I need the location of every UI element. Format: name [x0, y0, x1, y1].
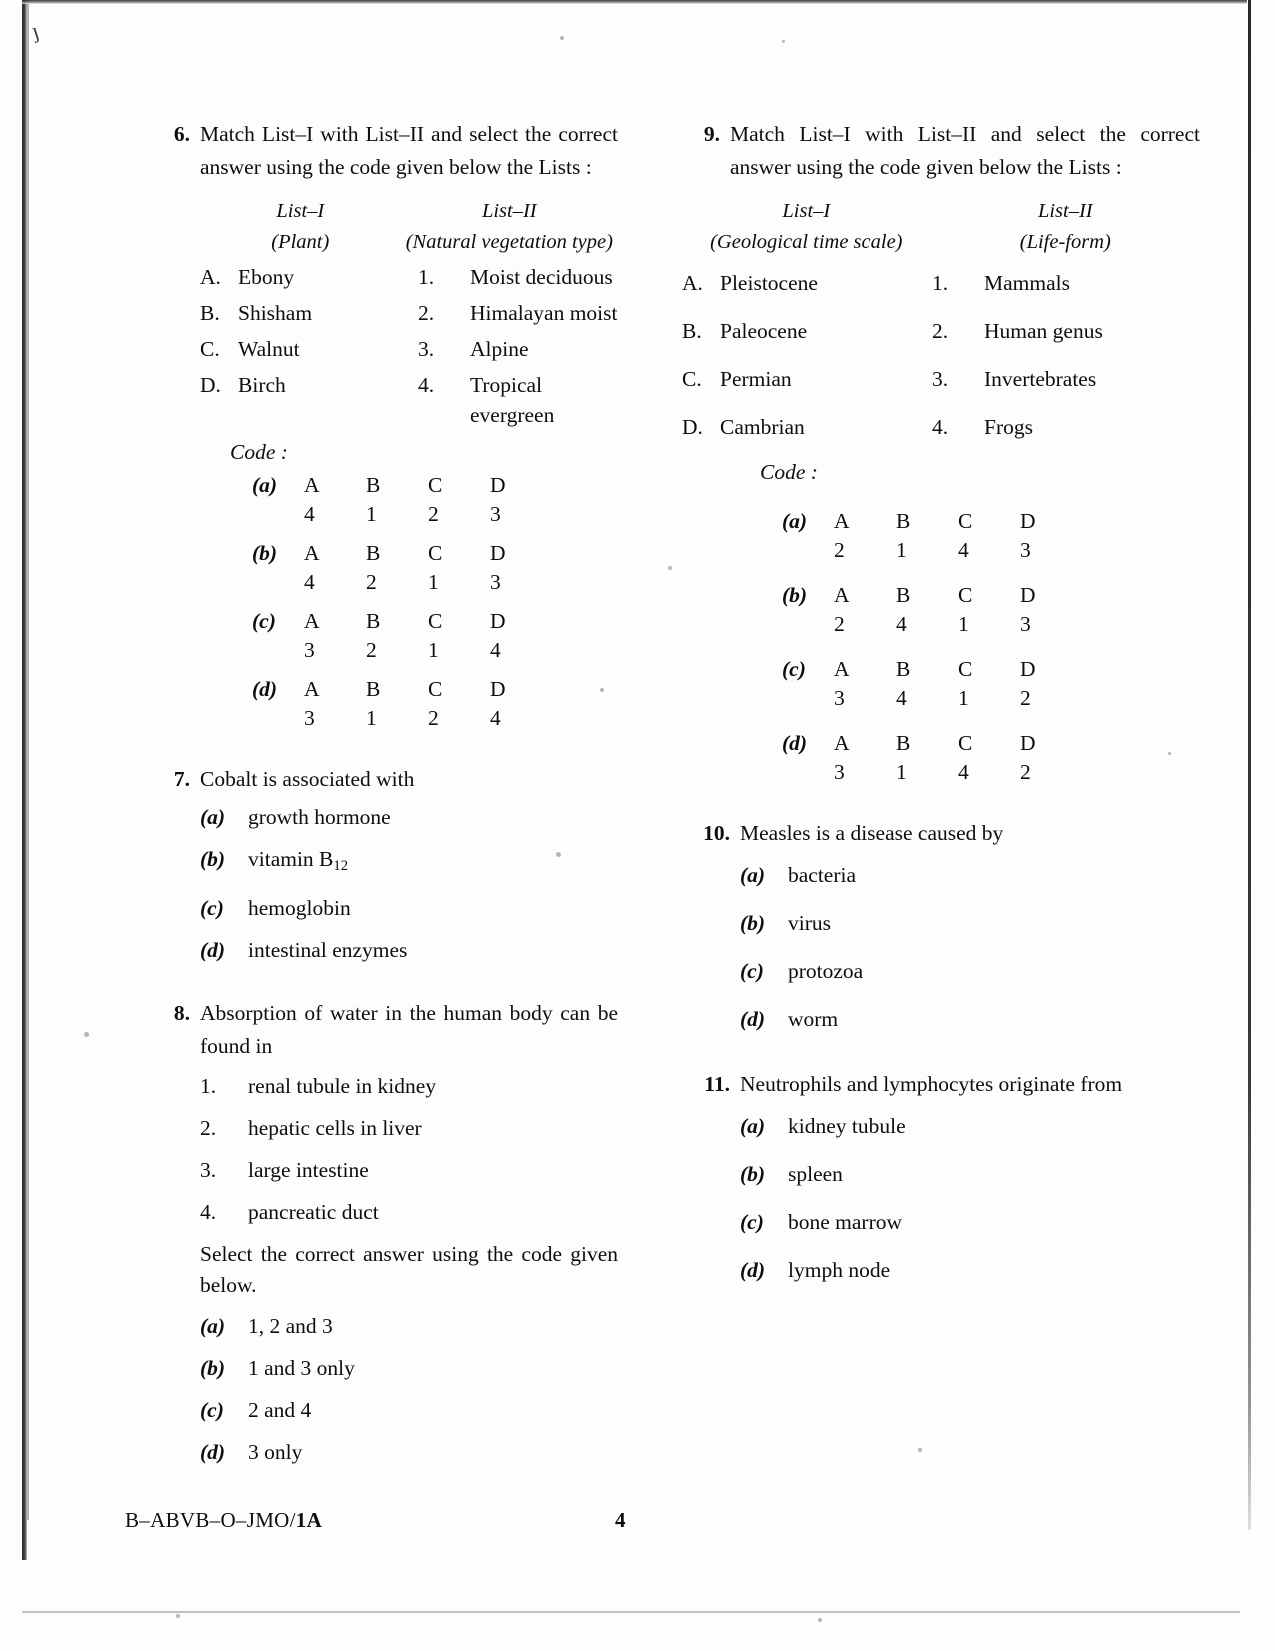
left-column: [148, 118, 618, 1499]
list2-item: Tropical evergreen: [470, 373, 555, 427]
list1-key: D.: [682, 415, 703, 439]
list2-header: [401, 196, 618, 258]
list2-title: List–II: [481, 200, 537, 222]
code-header: C: [428, 473, 443, 497]
match-row: [682, 364, 1200, 394]
code-value: 3: [834, 760, 845, 784]
code-value-row: [782, 536, 1200, 565]
code-header: A: [834, 657, 850, 681]
code-value: 2: [834, 612, 845, 636]
code-header-row: [782, 507, 1200, 536]
code-option-a[interactable]: [782, 507, 1200, 565]
code-value-row: [252, 500, 618, 529]
list2-title: List–II: [1037, 200, 1093, 222]
list1-item: Paleocene: [720, 319, 808, 343]
list1-key: C.: [682, 367, 702, 391]
option-tag-spacer: [252, 500, 304, 529]
option-text-main: vitamin B: [248, 847, 334, 871]
list1-item: Walnut: [238, 337, 300, 361]
question-number: 8.: [173, 1001, 190, 1026]
list2-key: 3.: [418, 337, 435, 361]
option-list: [740, 1111, 1148, 1285]
match-row: [682, 412, 1200, 442]
option-tag: (d): [200, 1440, 226, 1465]
statement-number: 3.: [200, 1158, 217, 1183]
option-text: intestinal enzymes: [248, 938, 408, 963]
option-tag-spacer: [782, 758, 834, 787]
code-header: C: [958, 583, 973, 607]
code-value: 3: [834, 686, 845, 710]
code-value-row: [252, 704, 618, 733]
code-header: D: [1020, 657, 1036, 681]
list1-subtitle: (Geological time scale): [710, 231, 903, 253]
question-body: [740, 1068, 1148, 1297]
option-list: [200, 802, 618, 965]
code-header: A: [304, 473, 320, 497]
option-tag: (c): [740, 1210, 764, 1234]
list1-header: [200, 196, 401, 258]
question-stem: Absorption of water in the human body can be found in: [200, 1001, 618, 1059]
code-value: 2: [428, 706, 439, 730]
page-footer: [125, 1508, 1125, 1533]
option-tag: (b): [252, 541, 278, 565]
code-table: [252, 471, 618, 733]
code-header: B: [896, 731, 911, 755]
list1-item: Pleistocene: [720, 271, 818, 295]
code-value: 3: [490, 570, 501, 594]
question-number: 11.: [704, 1072, 730, 1096]
question-body: [200, 118, 618, 743]
code-value: 2: [1020, 760, 1031, 784]
list1-key: B.: [682, 319, 702, 343]
code-option-a[interactable]: [252, 471, 618, 529]
list1-item: Birch: [238, 373, 286, 397]
code-value: 2: [366, 638, 377, 662]
code-header: B: [896, 657, 911, 681]
question-7: [148, 763, 618, 977]
two-column-layout: [148, 118, 1200, 1499]
list2-item: Mammals: [984, 271, 1070, 295]
option-tag: (b): [200, 1356, 226, 1381]
code-value: 2: [366, 570, 377, 594]
code-value: 1: [366, 706, 377, 730]
option-text: kidney tubule: [788, 1114, 906, 1138]
option-text: 2 and 4: [248, 1398, 312, 1423]
option-tag-spacer: [252, 568, 304, 597]
option-text: 1, 2 and 3: [248, 1314, 333, 1339]
option-tag-spacer: [782, 610, 834, 639]
option-text: hemoglobin: [248, 896, 351, 921]
code-header: A: [304, 677, 320, 701]
question-body: [200, 997, 618, 1479]
list1-key: B.: [200, 301, 220, 325]
code-header: D: [490, 541, 506, 565]
list1-header: [682, 196, 931, 258]
statement-1: [200, 1071, 618, 1101]
option-list: [200, 1311, 618, 1467]
question-stem: Match List–I with List–II and select the correct answer using the code given below the Lists :: [200, 122, 618, 179]
match-rows: [682, 268, 1200, 442]
list1-key: A.: [682, 271, 703, 295]
match-row: [200, 262, 618, 292]
option-tag: (d): [782, 731, 808, 755]
list2-item: Frogs: [984, 415, 1033, 439]
code-value: 3: [304, 638, 315, 662]
list2-key: 2.: [418, 301, 435, 325]
option-b[interactable]: [200, 844, 618, 881]
option-a[interactable]: [200, 802, 618, 832]
list2-key: 4.: [932, 415, 949, 439]
list2-subtitle: (Natural vegetation type): [405, 231, 613, 253]
list2-key: 3.: [932, 367, 949, 391]
code-header: B: [366, 473, 381, 497]
code-header: D: [490, 677, 506, 701]
question-body: [682, 118, 1200, 797]
option-text: growth hormone: [248, 805, 391, 829]
code-header-row: [782, 581, 1200, 610]
option-tag-spacer: [782, 536, 834, 565]
option-c[interactable]: [740, 956, 1148, 986]
code-header-row: [782, 655, 1200, 684]
option-text: 3 only: [248, 1440, 303, 1465]
paper-code-prefix: B–ABVB–O–JMO/: [125, 1508, 296, 1532]
code-header: D: [490, 609, 506, 633]
option-tag: (a): [740, 1114, 766, 1138]
match-row: [682, 316, 1200, 346]
code-header: C: [958, 731, 973, 755]
paper-code-suffix: 1A: [295, 1508, 323, 1532]
option-b[interactable]: [740, 908, 1148, 938]
code-value: 1: [958, 612, 969, 636]
option-tag: (c): [200, 896, 224, 921]
question-body: [740, 817, 1148, 1046]
statement-4: [200, 1197, 618, 1227]
question-stem: Neutrophils and lymphocytes originate from: [740, 1072, 1123, 1096]
code-value: 1: [958, 686, 969, 710]
statement-number: 2.: [200, 1116, 217, 1141]
option-text: lymph node: [788, 1258, 891, 1282]
list1-item: Ebony: [238, 265, 295, 289]
code-option-b[interactable]: [782, 581, 1200, 639]
code-header: D: [1020, 509, 1036, 533]
code-header: B: [366, 609, 381, 633]
code-header: B: [896, 509, 911, 533]
code-option-d[interactable]: [782, 729, 1200, 787]
paper-code: [125, 1508, 322, 1533]
code-option-b[interactable]: [252, 539, 618, 597]
code-option-c[interactable]: [782, 655, 1200, 713]
question-stem: Cobalt is associated with: [200, 767, 415, 791]
code-value: 4: [304, 570, 315, 594]
code-table: [782, 507, 1200, 787]
option-tag-spacer: [252, 704, 304, 733]
question-number: 9.: [703, 122, 720, 146]
option-tag: (b): [200, 847, 226, 871]
code-header: D: [1020, 583, 1036, 607]
option-tag: (d): [740, 1258, 766, 1282]
option-tag: (c): [252, 609, 276, 633]
code-value: 3: [1020, 612, 1031, 636]
list2-key: 1.: [932, 271, 949, 295]
code-value: 1: [896, 538, 907, 562]
list1-item: Shisham: [238, 301, 313, 325]
code-value: 3: [490, 502, 501, 526]
code-header: A: [834, 731, 850, 755]
statement-2: [200, 1113, 618, 1143]
code-option-d[interactable]: [252, 675, 618, 733]
list2-key: 2.: [932, 319, 949, 343]
right-column: [678, 118, 1200, 1499]
code-value-row: [782, 610, 1200, 639]
code-value: 3: [1020, 538, 1031, 562]
code-value-row: [782, 758, 1200, 787]
option-tag: (c): [740, 959, 764, 983]
option-tag: (a): [782, 509, 808, 533]
match-row: [200, 334, 618, 364]
option-d[interactable]: [200, 1437, 618, 1467]
option-c[interactable]: [200, 1395, 618, 1425]
list-headers: [200, 196, 618, 258]
match-row: [682, 268, 1200, 298]
question-stem: Match List–I with List–II and select the correct answer using the code given below the Lists :: [730, 122, 1200, 179]
code-value: 1: [896, 760, 907, 784]
page-number: 4: [615, 1508, 626, 1532]
option-text: virus: [788, 911, 831, 935]
list1-item: Permian: [720, 367, 792, 391]
code-header-row: [252, 471, 618, 500]
code-value-row: [782, 684, 1200, 713]
code-value: 1: [428, 638, 439, 662]
option-b[interactable]: [740, 1159, 1148, 1189]
code-header: A: [834, 509, 850, 533]
corner-pen-mark: ȷ: [28, 17, 42, 44]
statement-text: pancreatic duct: [248, 1200, 379, 1225]
question-6: [148, 118, 618, 743]
option-text: bone marrow: [788, 1210, 903, 1234]
question-number: 7.: [173, 767, 190, 791]
option-text: [248, 844, 618, 881]
code-value: 1: [428, 570, 439, 594]
option-a[interactable]: [740, 860, 1148, 890]
list-headers: [682, 196, 1200, 258]
code-value: 2: [834, 538, 845, 562]
code-header: D: [490, 473, 506, 497]
code-value: 4: [958, 760, 969, 784]
option-text: protozoa: [788, 959, 864, 983]
option-a[interactable]: [740, 1111, 1148, 1141]
option-tag: (a): [200, 1314, 226, 1339]
statement-text: large intestine: [248, 1158, 369, 1183]
code-value: 4: [490, 706, 501, 730]
code-option-c[interactable]: [252, 607, 618, 665]
option-tag: (c): [782, 657, 806, 681]
code-header: B: [366, 541, 381, 565]
list2-key: 1.: [418, 265, 435, 289]
list1-subtitle: (Plant): [271, 231, 330, 253]
option-tag: (d): [252, 677, 278, 701]
match-lists: [682, 196, 1200, 442]
option-a[interactable]: [200, 1311, 618, 1341]
code-value-row: [252, 636, 618, 665]
option-text: spleen: [788, 1162, 843, 1186]
code-value: 1: [366, 502, 377, 526]
option-text-subscript: 12: [333, 858, 349, 875]
code-header: C: [428, 541, 443, 565]
code-header-row: [252, 675, 618, 704]
option-tag-spacer: [782, 684, 834, 713]
code-label: Code :: [760, 460, 818, 484]
match-rows: [200, 262, 618, 430]
code-value-row: [252, 568, 618, 597]
code-value: 4: [958, 538, 969, 562]
code-value: 2: [1020, 686, 1031, 710]
option-text: bacteria: [788, 863, 857, 887]
question-9: [678, 118, 1200, 797]
code-label: Code :: [230, 440, 288, 464]
question-8: [148, 997, 618, 1479]
option-text: worm: [788, 1007, 839, 1031]
list1-title: List–I: [782, 200, 831, 222]
question-11: [678, 1068, 1148, 1297]
list2-item: Human genus: [984, 319, 1103, 343]
option-tag: (b): [740, 1162, 766, 1186]
option-tag: (b): [740, 911, 766, 935]
code-value: 4: [490, 638, 501, 662]
code-header: A: [304, 541, 320, 565]
option-tag-spacer: [252, 636, 304, 665]
statement-number: 1.: [200, 1074, 217, 1099]
question-stem: Measles is a disease caused by: [740, 821, 1004, 845]
code-value: 3: [304, 706, 315, 730]
code-header: C: [428, 609, 443, 633]
statement-text: renal tubule in kidney: [248, 1074, 437, 1099]
statement-text: hepatic cells in liver: [248, 1116, 422, 1141]
option-c[interactable]: [200, 893, 618, 923]
match-row: [200, 370, 618, 430]
match-row: [200, 298, 618, 328]
list1-key: D.: [200, 373, 221, 397]
list2-item: Alpine: [470, 337, 529, 361]
code-header: A: [834, 583, 850, 607]
option-d[interactable]: [200, 935, 618, 965]
code-header: B: [366, 677, 381, 701]
question-number: 6.: [173, 122, 190, 146]
question-body: [200, 763, 618, 977]
list1-key: C.: [200, 337, 220, 361]
code-header: D: [1020, 731, 1036, 755]
code-value: 4: [304, 502, 315, 526]
code-header: C: [958, 509, 973, 533]
statement-list: [200, 1071, 618, 1227]
list1-title: List–I: [276, 200, 325, 222]
list2-key: 4.: [418, 373, 435, 397]
list2-item: Himalayan moist: [470, 301, 618, 325]
statement-number: 4.: [200, 1200, 217, 1225]
code-header: A: [304, 609, 320, 633]
option-b[interactable]: [200, 1353, 618, 1383]
list2-header: [931, 196, 1200, 258]
option-tag: (d): [740, 1007, 766, 1031]
select-instruction: Select the correct answer using the code given below.: [200, 1242, 618, 1298]
code-header: B: [896, 583, 911, 607]
option-c[interactable]: [740, 1207, 1148, 1237]
statement-3: [200, 1155, 618, 1185]
option-tag: (a): [252, 473, 278, 497]
code-header-row: [252, 607, 618, 636]
list2-item: Moist deciduous: [470, 265, 613, 289]
question-number: 10.: [703, 821, 730, 845]
list1-key: A.: [200, 265, 221, 289]
option-tag: (c): [200, 1398, 224, 1423]
list1-item: Cambrian: [720, 415, 805, 439]
option-d[interactable]: [740, 1004, 1148, 1034]
code-value: 4: [896, 612, 907, 636]
option-tag: (b): [782, 583, 808, 607]
question-10: [678, 817, 1148, 1046]
option-d[interactable]: [740, 1255, 1148, 1285]
match-lists: [200, 196, 618, 430]
code-header-row: [782, 729, 1200, 758]
option-tag: (d): [200, 938, 226, 963]
code-header: C: [428, 677, 443, 701]
code-header-row: [252, 539, 618, 568]
list2-item: Invertebrates: [984, 367, 1097, 391]
option-list: [740, 860, 1148, 1034]
option-tag: (a): [200, 805, 226, 829]
option-tag: (a): [740, 863, 766, 887]
code-value: 2: [428, 502, 439, 526]
code-value: 4: [896, 686, 907, 710]
code-header: C: [958, 657, 973, 681]
option-text: 1 and 3 only: [248, 1356, 355, 1381]
list2-subtitle: (Life-form): [1019, 231, 1111, 253]
